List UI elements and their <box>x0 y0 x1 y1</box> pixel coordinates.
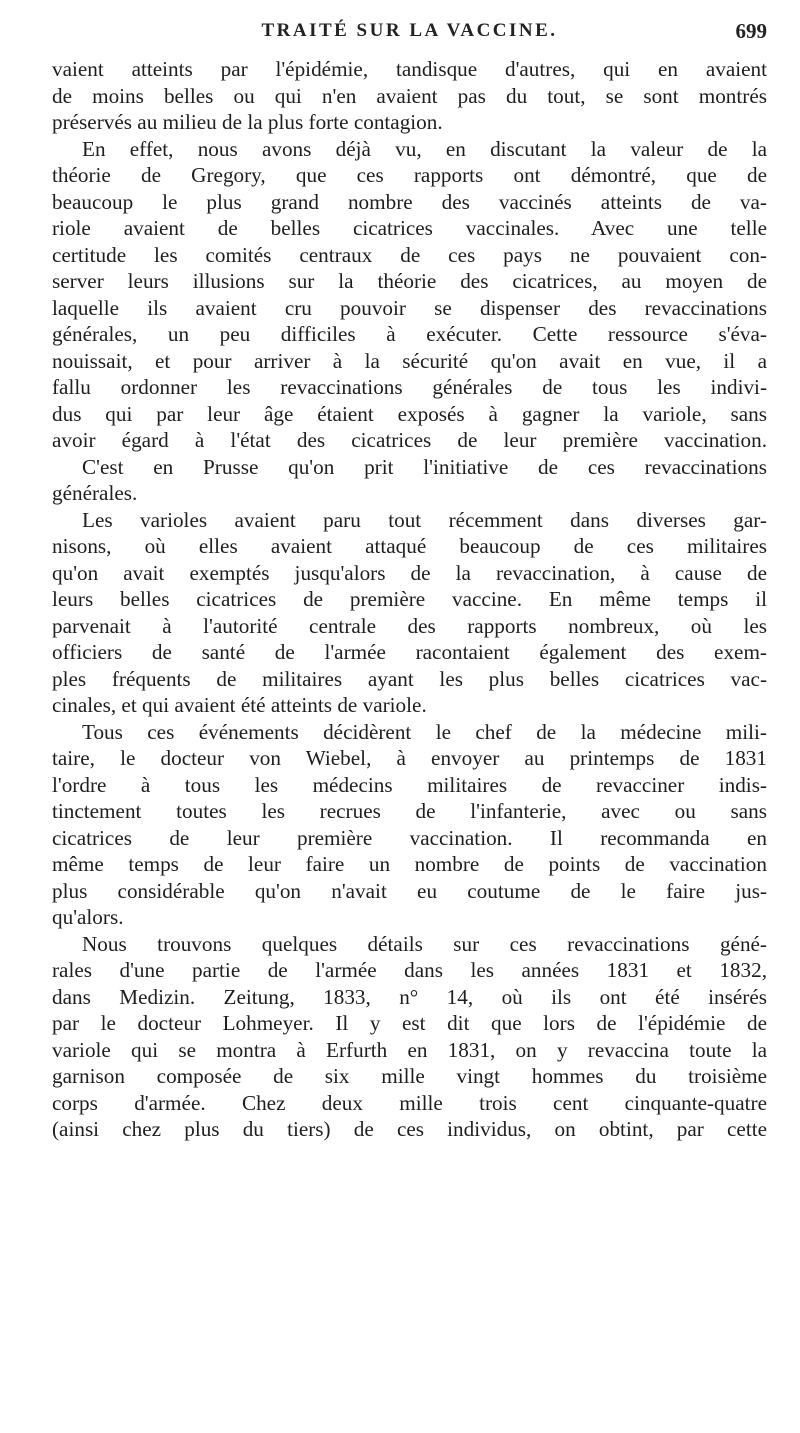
text-line: Nous trouvons quelques détails sur ces revaccinations géné- <box>82 931 767 956</box>
running-head <box>52 20 767 52</box>
text-line: riole avaient de belles cicatrices vaccinales. Avec une telle <box>52 216 767 240</box>
text-line: variole qui se montra à Erfurth en 1831, on y revaccina toute la <box>52 1037 767 1062</box>
text-line: cicatrices de leur première vaccination. Il recommanda en <box>52 825 767 850</box>
text-line: server leurs illusions sur la théorie des cicatrices, au moyen de <box>52 269 767 293</box>
text-line: plus considérable qu'on n'avait eu coutume de le faire jus- <box>52 878 767 903</box>
text-line: leurs belles cicatrices de première vaccine. En même temps il <box>52 587 767 611</box>
text-line: Les varioles avaient paru tout récemment dans diverses gar- <box>82 507 767 532</box>
text-line: parvenait à l'autorité centrale des rapports nombreux, où les <box>52 613 767 638</box>
running-title: TRAITÉ SUR LA VACCINE. <box>261 20 558 41</box>
body-text <box>52 56 767 1143</box>
text-line: qu'alors. <box>52 905 124 929</box>
text-line: vaient atteints par l'épidémie, tandisque d'autres, qui en avaient <box>52 57 767 81</box>
text-line: Tous ces événements décidèrent le chef de la médecine mili- <box>82 719 767 744</box>
page-number: 699 <box>735 19 767 43</box>
text-line: garnison composée de six mille vingt hommes du troisième <box>52 1064 767 1088</box>
text-line: théorie de Gregory, que ces rapports ont démontré, que de <box>52 163 767 187</box>
text-line: officiers de santé de l'armée racontaient également des exem- <box>52 640 767 664</box>
text-line: nisons, où elles avaient attaqué beaucoup de ces militaires <box>52 534 767 558</box>
text-line: par le docteur Lohmeyer. Il y est dit que lors de l'épidémie de <box>52 1011 767 1035</box>
text-line: taire, le docteur von Wiebel, à envoyer au printemps de 1831 <box>52 746 767 770</box>
text-line: l'ordre à tous les médecins militaires de revacciner indis- <box>52 772 767 797</box>
text-line: beaucoup le plus grand nombre des vaccinés atteints de va- <box>52 189 767 214</box>
text-line: générales. <box>52 481 138 505</box>
text-line: même temps de leur faire un nombre de points de vaccination <box>52 852 767 876</box>
text-line: dus qui par leur âge étaient exposés à gagner la variole, sans <box>52 401 767 426</box>
text-line: fallu ordonner les revaccinations générales de tous les indivi- <box>52 375 767 399</box>
text-line: tinctement toutes les recrues de l'infanterie, avec ou sans <box>52 799 767 823</box>
text-line: ples fréquents de militaires ayant les plus belles cicatrices vac- <box>52 666 767 691</box>
text-line: (ainsi chez plus du tiers) de ces individus, on obtint, par cette <box>52 1117 767 1141</box>
text-line: C'est en Prusse qu'on prit l'initiative de ces revaccinations <box>82 454 767 479</box>
text-line: préservés au milieu de la plus forte contagion. <box>52 110 443 134</box>
text-line: cinales, et qui avaient été atteints de variole. <box>52 693 427 717</box>
text-line: rales d'une partie de l'armée dans les années 1831 et 1832, <box>52 958 767 982</box>
text-line: de moins belles ou qui n'en avaient pas du tout, se sont montrés <box>52 83 767 108</box>
text-line: certitude les comités centraux de ces pays ne pouvaient con- <box>52 242 767 267</box>
text-line: avoir égard à l'état des cicatrices de leur première vaccination. <box>52 428 767 452</box>
text-line: nouissait, et pour arriver à la sécurité qu'on avait en vue, il a <box>52 348 767 373</box>
text-line: qu'on avait exemptés jusqu'alors de la revaccination, à cause de <box>52 560 767 585</box>
text-line: laquelle ils avaient cru pouvoir se dispenser des revaccinations <box>52 295 767 320</box>
text-line: corps d'armée. Chez deux mille trois cent cinquante-quatre <box>52 1090 767 1115</box>
text-line: dans Medizin. Zeitung, 1833, n° 14, où ils ont été insérés <box>52 984 767 1009</box>
text-line: En effet, nous avons déjà vu, en discutant la valeur de la <box>82 136 767 161</box>
text-line: générales, un peu difficiles à exécuter. Cette ressource s'éva- <box>52 322 767 346</box>
